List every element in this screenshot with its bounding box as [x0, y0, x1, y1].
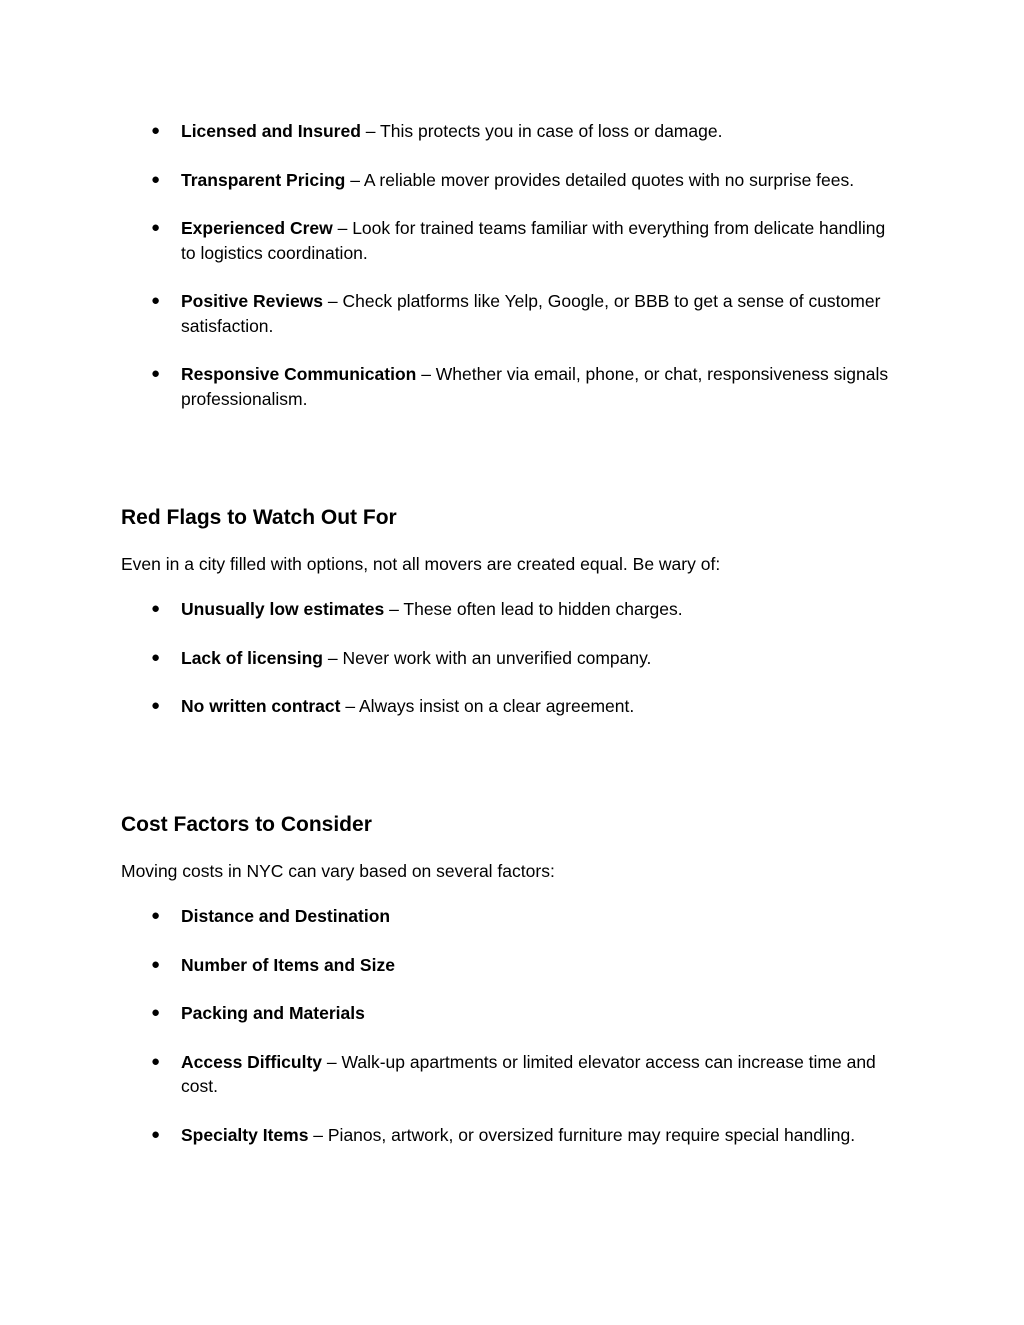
list-item — [0, 289, 1024, 338]
list-item — [0, 953, 1024, 978]
bullet-icon: ● — [151, 697, 161, 714]
list-item — [0, 1050, 1024, 1099]
item-term: Transparent Pricing — [181, 169, 346, 190]
bullet-icon: ● — [151, 1125, 161, 1143]
item-term: Experienced Crew — [181, 218, 333, 238]
list-item — [0, 904, 1024, 929]
item-term: Responsive Communication — [181, 364, 417, 384]
item-term: Specialty Items — [181, 1124, 309, 1145]
item-description: – Look for trained teams familiar with everything from delicate handling to logistics coordination. — [181, 218, 886, 263]
item-term: Packing and Materials — [181, 1003, 365, 1023]
list-item — [0, 168, 1024, 193]
item-description: – Check platforms like Yelp, Google, or BBB to get a sense of customer satisfaction. — [181, 291, 881, 336]
item-term: Positive Reviews — [181, 291, 324, 311]
item-term: Unusually low estimates — [181, 599, 385, 619]
bullet-icon: ● — [151, 1004, 161, 1021]
bullet-icon: ● — [151, 907, 161, 924]
item-term: Licensed and Insured — [181, 121, 361, 141]
item-term: Access Difficulty — [181, 1051, 323, 1072]
item-term: Number of Items and Size — [181, 954, 395, 975]
bullet-icon: ● — [151, 292, 161, 309]
item-term: No written contract — [181, 696, 341, 716]
list-item — [0, 1123, 1024, 1148]
item-term: Lack of licensing — [181, 647, 323, 668]
list-item — [0, 362, 1024, 411]
bullet-icon: ● — [151, 955, 161, 973]
bullet-icon: ● — [151, 365, 161, 382]
bullet-icon: ● — [151, 1052, 161, 1070]
item-term: Distance and Destination — [181, 906, 391, 926]
item-description: – Pianos, artwork, or oversized furniture may require special handling. — [308, 1124, 856, 1145]
list-item — [0, 694, 1024, 719]
item-description: – This protects you in case of loss or damage. — [360, 121, 723, 141]
cost-factors-intro: Moving costs in NYC can vary based on several factors: — [121, 861, 555, 881]
bullet-icon: ● — [151, 122, 161, 139]
item-description: – Walk-up apartments or limited elevator access can increase time and cost. — [181, 1051, 876, 1096]
item-description: – Whether via email, phone, or chat, responsiveness signals professionalism. — [181, 364, 889, 409]
item-description: – Always insist on a clear agreement. — [340, 696, 635, 716]
list-item — [0, 646, 1024, 671]
item-description: – These often lead to hidden charges. — [384, 599, 683, 619]
bullet-icon: ● — [151, 219, 161, 236]
bullet-icon: ● — [151, 648, 161, 666]
bullet-icon: ● — [151, 600, 161, 617]
red-flags-list — [0, 597, 1024, 719]
cost-factors-heading: Cost Factors to Consider — [121, 813, 372, 836]
item-description: – A reliable mover provides detailed quotes with no surprise fees. — [345, 169, 855, 190]
list-item — [0, 1001, 1024, 1026]
item-description: – Never work with an unverified company. — [322, 647, 652, 668]
list-item — [0, 597, 1024, 622]
cost-factors-list — [0, 904, 1024, 1147]
qualities-list — [0, 119, 1024, 411]
red-flags-heading: Red Flags to Watch Out For — [121, 506, 397, 529]
bullet-icon: ● — [151, 170, 161, 188]
red-flags-intro: Even in a city filled with options, not all movers are created equal. Be wary of: — [121, 554, 721, 574]
list-item — [0, 216, 1024, 265]
list-item — [0, 119, 1024, 144]
